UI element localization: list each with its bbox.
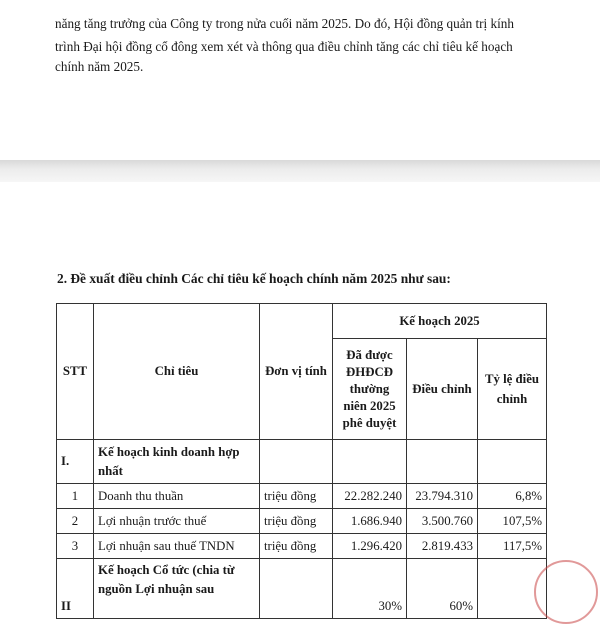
row-adjusted: 2.819.433: [407, 534, 478, 559]
header-indicator: Chỉ tiêu: [94, 304, 260, 440]
row-unit: triệu đồng: [260, 484, 333, 509]
table-row: [57, 534, 547, 559]
row-approved: 1.296.420: [333, 534, 407, 559]
section-1-stt: I.: [57, 440, 94, 484]
intro-line-3: chính năm 2025.: [55, 59, 144, 74]
section-heading: 2. Đề xuất điều chỉnh Các chỉ tiêu kế hoạch chính năm 2025 như sau:: [57, 271, 451, 286]
header-unit: Đơn vị tính: [260, 304, 333, 440]
row-ratio: 6,8%: [478, 484, 547, 509]
row-ratio: 107,5%: [478, 509, 547, 534]
table-section-row: [57, 440, 547, 484]
header-stt: STT: [57, 304, 94, 440]
row-approved: 22.282.240: [333, 484, 407, 509]
page-upper: [0, 0, 600, 160]
page-break: [0, 160, 600, 182]
section-2-stt: II: [57, 559, 94, 619]
row-stt: 1: [57, 484, 94, 509]
row-indicator: Lợi nhuận sau thuế TNDN: [94, 534, 260, 559]
row-approved: 1.686.940: [333, 509, 407, 534]
header-plan-2025: Kế hoạch 2025: [333, 304, 547, 339]
header-adjusted: Điều chỉnh: [407, 339, 478, 440]
red-stamp: [534, 560, 598, 624]
row-stt: 3: [57, 534, 94, 559]
row-unit: triệu đồng: [260, 534, 333, 559]
table-header-row: [57, 304, 547, 339]
section-2-approved: 30%: [333, 559, 407, 619]
table-row: [57, 509, 547, 534]
intro-line-2: trình Đại hội đồng cổ đông xem xét và thông qua điều chỉnh tăng các chỉ tiêu kế hoạch: [55, 39, 513, 54]
row-adjusted: 23.794.310: [407, 484, 478, 509]
section-2-title: Kế hoạch Cổ tức (chia từ nguồn Lợi nhuận sau: [94, 559, 260, 619]
table-section-row: [57, 559, 547, 619]
section-1-title: Kế hoạch kinh doanh hợp nhất: [94, 440, 260, 484]
header-approved: Đã được ĐHĐCĐ thường niên 2025 phê duyệt: [333, 339, 407, 440]
section-2-adjusted: 60%: [407, 559, 478, 619]
row-indicator: Doanh thu thuần: [94, 484, 260, 509]
row-ratio: 117,5%: [478, 534, 547, 559]
intro-line-1: năng tăng trưởng của Công ty trong nửa cuối năm 2025. Do đó, Hội đồng quản trị kính: [55, 16, 514, 31]
row-adjusted: 3.500.760: [407, 509, 478, 534]
row-indicator: Lợi nhuận trước thuế: [94, 509, 260, 534]
header-ratio: Tỷ lệ điều chỉnh: [478, 339, 547, 440]
row-stt: 2: [57, 509, 94, 534]
table-row: [57, 484, 547, 509]
row-unit: triệu đồng: [260, 509, 333, 534]
plan-table: [56, 303, 547, 619]
